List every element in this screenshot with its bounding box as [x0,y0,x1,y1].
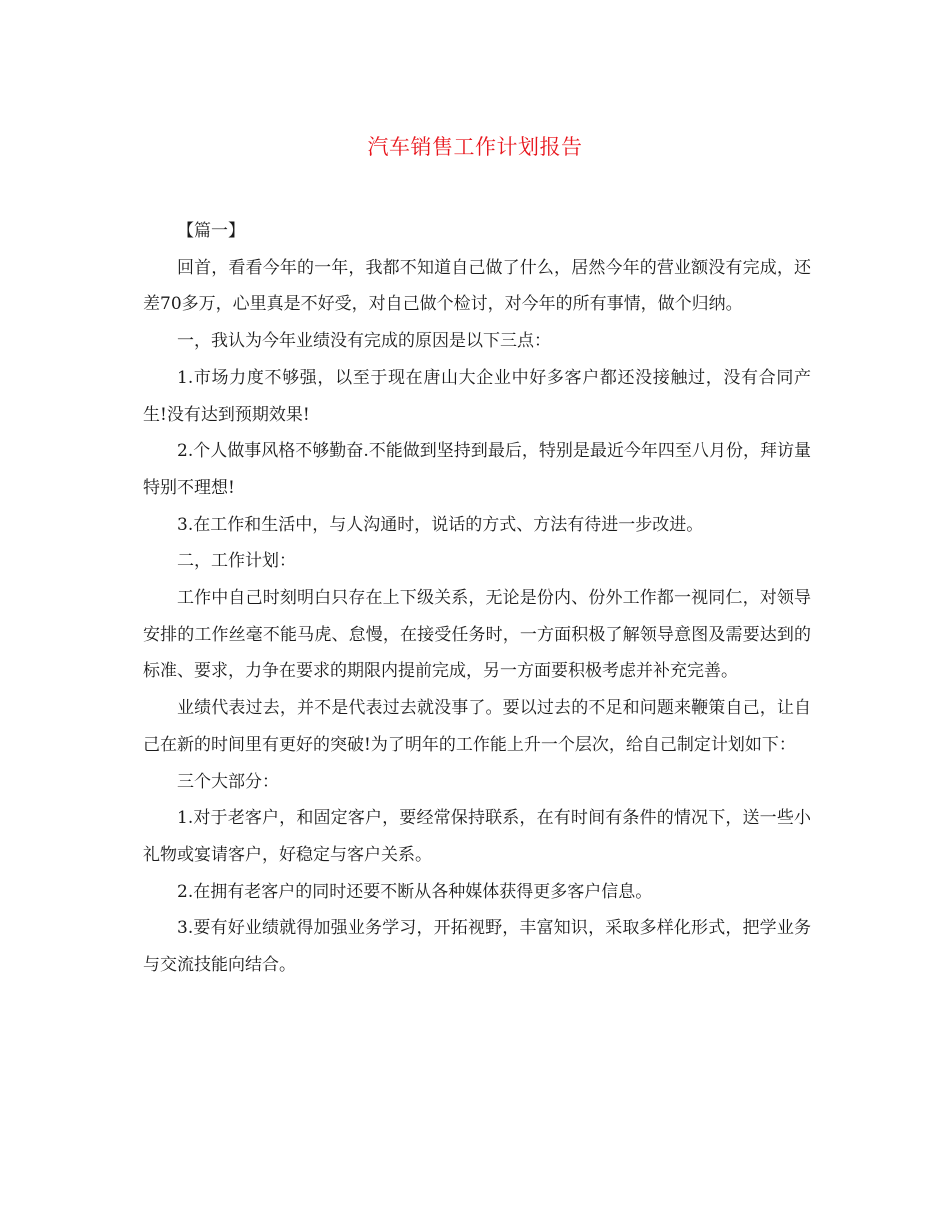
plan-item-2: 2.在拥有老客户的同时还要不断从各种媒体获得更多客户信息。 [177,881,653,902]
section-heading-three-parts: 三个大部分： [177,771,279,792]
paragraph-review: 回首，看看今年的一年，我都不知道自己做了什么，居然今年的营业额没有完成，还差70多万，心里真是不好受，对自己做个检讨，对今年的所有事情，做个归纳。 [143,257,811,315]
reason-item-1: 1.市场力度不够强，以至于现在唐山大企业中好多客户都还没接触过，没有合同产生!没有达到预期效果! [143,367,811,425]
paragraph-work-attitude: 工作中自己时刻明白只存在上下级关系，无论是份内、份外工作都一视同仁，对领导安排的工作丝毫不能马虎、怠慢，在接受任务时，一方面积极了解领导意图及需要达到的标准、要求，力争在要求的期限内提前完成，另一方面要积极考虑并补充完善。 [143,588,811,682]
document-title: 汽车销售工作计划报告 [367,135,583,159]
section-heading-part-one: 【篇一】 [177,221,245,241]
paragraph-performance: 业绩代表过去，并不是代表过去就没事了。要以过去的不足和问题来鞭策自己，让自己在新的时间里有更好的突破!为了明年的工作能上升一个层次，给自己制定计划如下： [143,698,811,755]
plan-item-1: 1.对于老客户，和固定客户，要经常保持联系，在有时间有条件的情况下，送一些小礼物或宴请客户，好稳定与客户关系。 [143,808,811,865]
section-heading-work-plan: 二，工作计划： [177,551,296,572]
document-body [143,213,811,984]
reason-item-3: 3.在工作和生活中，与人沟通时，说话的方式、方法有待进一步改进。 [177,514,704,535]
reason-item-2: 2.个人做事风格不够勤奋.不能做到坚持到最后，特别是最近今年四至八月份，拜访量特别不理想! [143,441,811,498]
plan-item-3: 3.要有好业绩就得加强业务学习，开拓视野，丰富知识，采取多样化形式，把学业务与交流技能向结合。 [143,918,811,976]
section-heading-reasons: 一，我认为今年业绩没有完成的原因是以下三点： [177,331,551,352]
